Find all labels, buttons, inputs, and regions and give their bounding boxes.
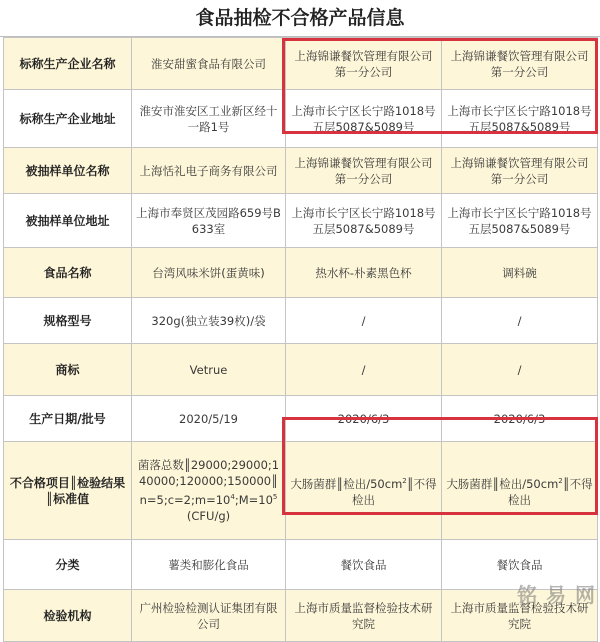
row-label: 商标 xyxy=(4,344,132,396)
cell-product-3: 上海锦谦餐饮管理有限公司第一分公司 xyxy=(442,38,598,90)
cell-product-3: 调料碗 xyxy=(442,248,598,298)
cell-product-3: 大肠菌群║检出$/50cm^2║$不得检出 xyxy=(442,442,598,540)
cell-product-2: 2020/6/3 xyxy=(286,396,442,442)
cell-product-3: / xyxy=(442,298,598,344)
cell-product-2: 上海市质量监督检验技术研究院 xyxy=(286,590,442,642)
cell-product-3: 2020/6/3 xyxy=(442,396,598,442)
row-label: 标称生产企业名称 xyxy=(4,38,132,90)
table-row xyxy=(4,248,598,298)
row-label: 生产日期/批号 xyxy=(4,396,132,442)
cell-product-1: 淮安甜蜜食品有限公司 xyxy=(132,38,286,90)
row-label: 被抽样单位名称 xyxy=(4,148,132,194)
table-row xyxy=(4,298,598,344)
row-label: 食品名称 xyxy=(4,248,132,298)
cell-product-1: 台湾风味米饼(蛋黄味) xyxy=(132,248,286,298)
document-title: 食品抽检不合格产品信息 xyxy=(0,0,600,37)
cell-product-1: 上海恬礼电子商务有限公司 xyxy=(132,148,286,194)
cell-product-1: 菌落总数$║29000;29000;140000;120000;150000║n=5;c=2;m=10^4;M=10^5$ (CFU/g) xyxy=(132,442,286,540)
cell-product-3: 上海市长宁区长宁路1018号五层5087&5089号 xyxy=(442,90,598,148)
row-label: 规格型号 xyxy=(4,298,132,344)
cell-product-1: 2020/5/19 xyxy=(132,396,286,442)
cell-product-3: 上海市质量监督检验技术研究院 xyxy=(442,590,598,642)
cell-product-3: 上海市长宁区长宁路1018号五层5087&5089号 xyxy=(442,194,598,248)
table-row xyxy=(4,90,598,148)
cell-product-1: 上海市奉贤区茂园路659号B633室 xyxy=(132,194,286,248)
table-row xyxy=(4,396,598,442)
table-row xyxy=(4,194,598,248)
inspection-table xyxy=(3,37,598,642)
table-row xyxy=(4,148,598,194)
cell-product-1: 320g(独立装39枚)/袋 xyxy=(132,298,286,344)
table-row xyxy=(4,442,598,540)
cell-product-2: / xyxy=(286,298,442,344)
cell-product-2: / xyxy=(286,344,442,396)
row-label: 标称生产企业地址 xyxy=(4,90,132,148)
watermark-logo: 铭 易 网 xyxy=(517,583,596,607)
cell-product-2: 上海市长宁区长宁路1018号五层5087&5089号 xyxy=(286,90,442,148)
table-row xyxy=(4,38,598,90)
row-label: 不合格项目║检验结果║标准值 xyxy=(4,442,132,540)
cell-product-2: 餐饮食品 xyxy=(286,540,442,590)
cell-product-2: 热水杯-朴素黑色杯 xyxy=(286,248,442,298)
cell-product-1: 广州检验检测认证集团有限公司 xyxy=(132,590,286,642)
row-label: 被抽样单位地址 xyxy=(4,194,132,248)
row-label: 检验机构 xyxy=(4,590,132,642)
row-label: 分类 xyxy=(4,540,132,590)
cell-product-2: 上海锦谦餐饮管理有限公司第一分公司 xyxy=(286,38,442,90)
cell-product-1: 淮安市淮安区工业新区经十一路1号 xyxy=(132,90,286,148)
cell-product-3: 餐饮食品 xyxy=(442,540,598,590)
table-row xyxy=(4,344,598,396)
cell-product-3: / xyxy=(442,344,598,396)
cell-product-2: 上海锦谦餐饮管理有限公司第一分公司 xyxy=(286,148,442,194)
cell-product-1: Vetrue xyxy=(132,344,286,396)
cell-product-1: 薯类和膨化食品 xyxy=(132,540,286,590)
cell-product-3: 上海锦谦餐饮管理有限公司第一分公司 xyxy=(442,148,598,194)
cell-product-2: 上海市长宁区长宁路1018号五层5087&5089号 xyxy=(286,194,442,248)
cell-product-2: 大肠菌群║检出$/50cm^2║$不得检出 xyxy=(286,442,442,540)
